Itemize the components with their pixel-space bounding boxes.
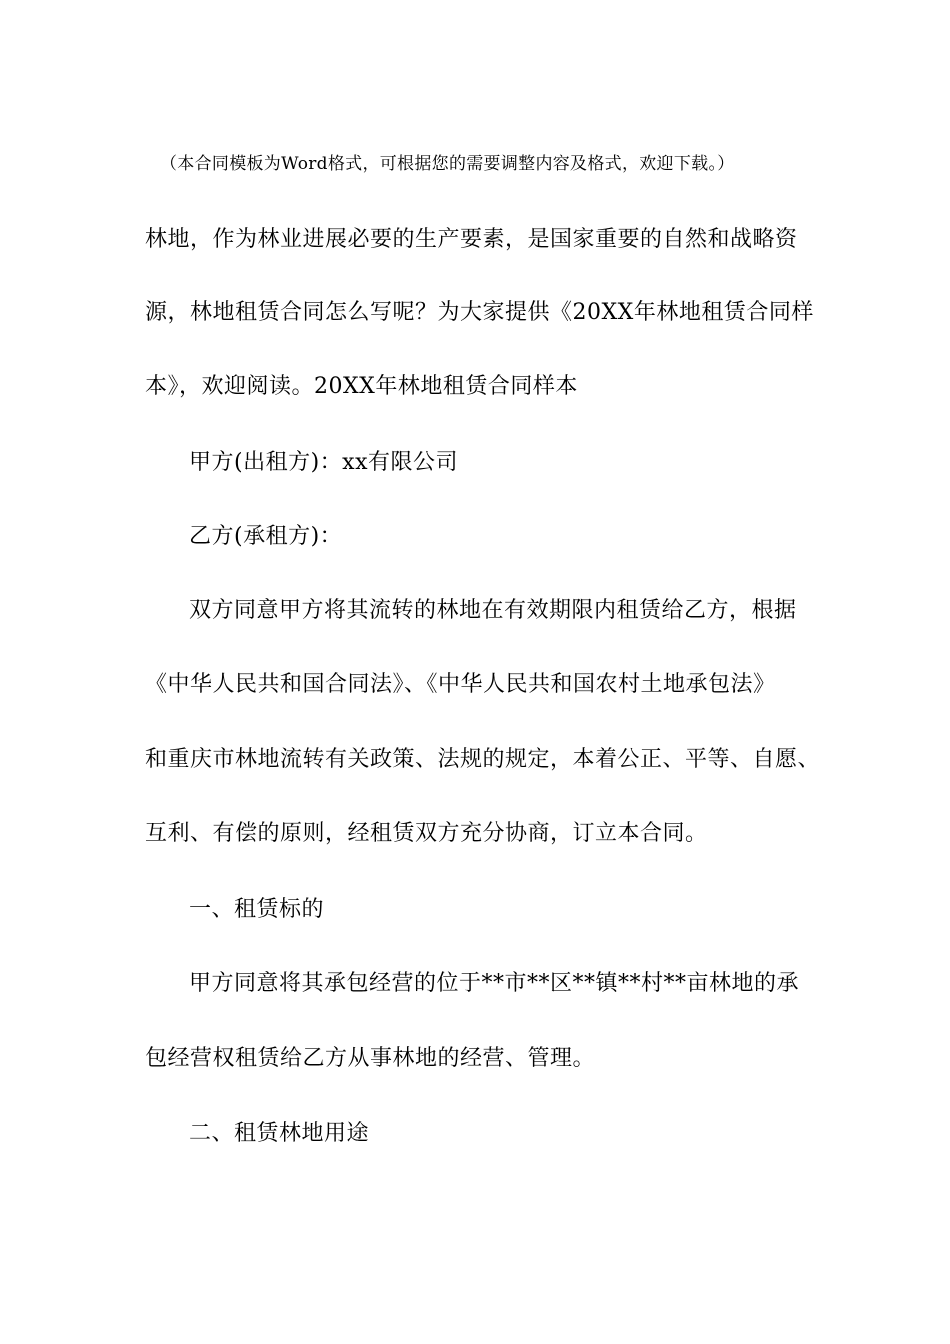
section-1-line-2: 包经营权租赁给乙方从事林地的经营、管理。 (145, 1046, 596, 1071)
intro-line-1: 林地，作为林业进展必要的生产要素，是国家重要的自然和战略资 (145, 227, 798, 252)
agreement-line-2: 《中华人民共和国合同法》、《中华人民共和国农村土地承包法》 (145, 672, 776, 697)
party-a: 甲方(出租方)：xx有限公司 (189, 450, 458, 475)
section-1-line-1: 甲方同意将其承包经营的位于**市**区**镇**村**亩林地的承 (189, 971, 800, 996)
section-heading-1: 一、租赁标的 (189, 897, 325, 922)
agreement-line-1: 双方同意甲方将其流转的林地在有效期限内租赁给乙方，根据 (189, 598, 797, 623)
agreement-line-4: 互利、有偿的原则，经租赁双方充分协商，订立本合同。 (145, 821, 708, 846)
section-heading-2: 二、租赁林地用途 (189, 1121, 370, 1146)
party-b: 乙方(承租方)： (189, 524, 343, 549)
intro-line-2: 源，林地租赁合同怎么写呢？为大家提供《20XX年林地租赁合同样 (145, 300, 814, 325)
agreement-line-3: 和重庆市林地流转有关政策、法规的规定，本着公正、平等、自愿、 (145, 747, 821, 772)
intro-line-3: 本》，欢迎阅读。20XX年林地租赁合同样本 (145, 374, 578, 399)
template-note: （本合同模板为Word格式，可根据您的需要调整内容及格式，欢迎下载。） (160, 154, 735, 174)
